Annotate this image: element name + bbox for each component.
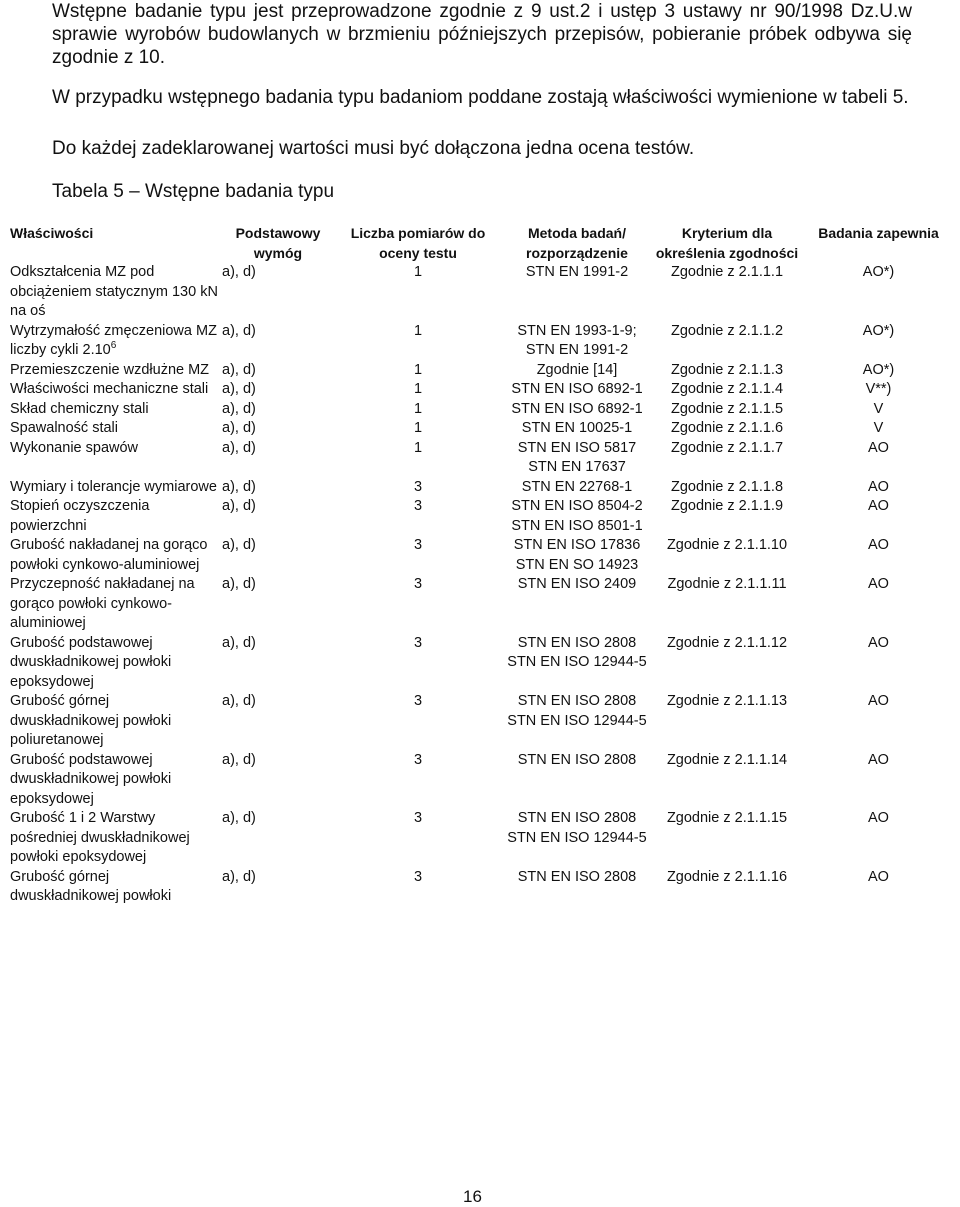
- cell-criterion: Zgodnie z 2.1.1.13: [666, 693, 788, 709]
- cell-requirement: a), d): [222, 478, 256, 495]
- cell-criterion: Zgodnie z 2.1.1.16: [666, 868, 788, 885]
- cell-count: 3: [413, 810, 423, 826]
- table-row: [10, 263, 955, 322]
- cell-evaluation: V: [873, 420, 884, 436]
- table-body: [10, 263, 955, 907]
- cell-criterion: Zgodnie z 2.1.1.14: [666, 751, 788, 768]
- cell-criterion: Zgodnie z 2.1.1.4: [670, 381, 784, 397]
- exponent-superscript: 6: [110, 340, 117, 351]
- intro-paragraph-2: W przypadku wstępnego badania typu badaniom poddane zostają właściwości wymienione w tabeli 5.: [52, 87, 909, 108]
- cell-evaluation: V**): [865, 381, 892, 397]
- cell-criterion: Zgodnie z 2.1.1.11: [667, 576, 787, 592]
- cell-property: Stopień oczyszczenia powierzchni: [10, 498, 150, 534]
- cell-count: 3: [413, 576, 423, 592]
- cell-count: 1: [413, 322, 423, 339]
- header-criterion: Kryterium dla określenia zgodności: [655, 225, 799, 261]
- cell-criterion: Zgodnie z 2.1.1.12: [666, 634, 788, 651]
- header-requirement: Podstawowy wymóg: [235, 225, 321, 261]
- table-row: [10, 322, 955, 361]
- cell-criterion: Zgodnie z 2.1.1.8: [670, 478, 784, 495]
- header-evaluation: Badania zapewnia: [818, 225, 939, 241]
- cell-method: STN EN ISO 2808: [517, 868, 637, 885]
- cell-evaluation: AO: [868, 810, 889, 826]
- intro-paragraph-1: Wstępne badanie typu jest przeprowadzone zgodnie z 9 ust.2 i ustęp 3 ustawy nr 90/1998 Dz.U.w sprawie wyrobów budowlanych w brzmieniu późniejszych przepisów, pobieranie próbek odbywa się zgodnie z 10.: [52, 1, 912, 68]
- cell-requirement: a), d): [222, 751, 256, 768]
- cell-method: STN EN ISO 2808 STN EN ISO 12944-5: [507, 634, 647, 670]
- cell-method: STN EN ISO 2808 STN EN ISO 12944-5: [507, 693, 647, 729]
- table-row: [10, 809, 955, 868]
- cell-requirement: a), d): [222, 868, 256, 885]
- cell-evaluation: AO: [868, 868, 889, 885]
- intro-paragraph-3: Do każdej zadeklarowanej wartości musi być dołączona jedna ocena testów.: [52, 138, 695, 159]
- cell-method: STN EN ISO 6892-1: [511, 381, 643, 397]
- table-row: [10, 497, 955, 536]
- cell-requirement: a), d): [222, 693, 256, 709]
- cell-requirement: a), d): [222, 576, 256, 592]
- cell-criterion: Zgodnie z 2.1.1.5: [670, 400, 784, 417]
- cell-method: STN EN ISO 8504-2 STN EN ISO 8501-1: [511, 498, 643, 534]
- cell-property: Przemieszczenie wzdłużne MZ: [10, 361, 210, 378]
- cell-criterion: Zgodnie z 2.1.1.10: [666, 537, 788, 553]
- cell-evaluation: AO: [868, 751, 889, 768]
- cell-requirement: a), d): [222, 634, 256, 651]
- table-row: [10, 380, 955, 400]
- cell-evaluation: AO: [868, 576, 889, 592]
- cell-requirement: a), d): [222, 361, 256, 378]
- cell-property: Skład chemiczny stali: [10, 400, 149, 417]
- cell-count: 1: [413, 264, 423, 280]
- cell-criterion: Zgodnie z 2.1.1.9: [670, 498, 784, 514]
- header-method: Metoda badań/ rozporządzenie: [526, 225, 628, 261]
- table-header: [10, 224, 955, 263]
- cell-requirement: a), d): [222, 420, 256, 436]
- cell-count: 3: [413, 537, 423, 553]
- table-row: [10, 439, 955, 478]
- cell-requirement: a), d): [222, 498, 256, 514]
- cell-evaluation: AO*): [862, 361, 895, 378]
- cell-criterion: Zgodnie z 2.1.1.6: [670, 420, 784, 436]
- cell-count: 1: [413, 361, 423, 378]
- table-row: [10, 419, 955, 439]
- cell-method: STN EN ISO 6892-1: [511, 400, 643, 417]
- cell-criterion: Zgodnie z 2.1.1.1: [670, 264, 784, 280]
- cell-method: STN EN ISO 5817 STN EN 17637: [517, 439, 637, 475]
- cell-property: Wymiary i tolerancje wymiarowe: [10, 478, 217, 495]
- header-property: Właściwości: [10, 225, 94, 241]
- cell-evaluation: AO: [868, 478, 889, 495]
- cell-requirement: a), d): [222, 810, 256, 826]
- cell-property: Spawalność stali: [10, 420, 118, 436]
- table-row: [10, 400, 955, 420]
- cell-property: Grubość górnej dwuskładnikowej powłoki poliuretanowej: [10, 693, 172, 748]
- table-row: [10, 361, 955, 381]
- cell-property: Grubość górnej dwuskładnikowej powłoki: [10, 868, 172, 904]
- cell-method: STN EN 10025-1: [521, 420, 633, 436]
- cell-count: 3: [413, 868, 423, 885]
- cell-method: STN EN 22768-1: [521, 478, 633, 495]
- cell-count: 3: [413, 634, 423, 651]
- cell-requirement: a), d): [222, 439, 256, 456]
- cell-count: 1: [413, 420, 423, 436]
- cell-requirement: a), d): [222, 381, 256, 397]
- cell-property: Grubość 1 i 2 Warstwy pośredniej dwuskładnikowej powłoki epoksydowej: [10, 810, 190, 865]
- cell-property: Grubość podstawowej dwuskładnikowej powłoki epoksydowej: [10, 751, 172, 807]
- cell-count: 3: [413, 498, 423, 514]
- cell-method: STN EN 1993-1-9; STN EN 1991-2: [517, 322, 637, 358]
- cell-count: 1: [413, 400, 423, 417]
- cell-method: STN EN ISO 2808 STN EN ISO 12944-5: [507, 810, 647, 846]
- table-row: [10, 868, 955, 907]
- cell-method: STN EN ISO 2409: [517, 576, 637, 592]
- table-row: [10, 751, 955, 810]
- header-count: Liczba pomiarów do oceny testu: [350, 225, 486, 261]
- table-row: [10, 692, 955, 751]
- cell-count: 3: [413, 693, 423, 709]
- cell-count: 3: [413, 478, 423, 495]
- cell-evaluation: AO: [868, 634, 889, 651]
- cell-property: [10, 322, 222, 361]
- table-row: [10, 536, 955, 575]
- cell-method: Zgodnie [14]: [536, 361, 618, 378]
- cell-property: Właściwości mechaniczne stali: [10, 381, 209, 397]
- cell-evaluation: AO: [868, 439, 889, 456]
- cell-property: Przyczepność nakładanej na gorąco powłoki cynkowo-aluminiowej: [10, 576, 195, 631]
- cell-method: STN EN ISO 17836 STN EN SO 14923: [513, 537, 641, 573]
- cell-criterion: Zgodnie z 2.1.1.3: [670, 361, 784, 378]
- table-row: [10, 478, 955, 498]
- type-tests-table-container: [10, 224, 955, 907]
- cell-criterion: Zgodnie z 2.1.1.15: [666, 810, 788, 826]
- cell-property: Odkształcenia MZ pod obciążeniem statycznym 130 kN na oś: [10, 264, 218, 319]
- cell-evaluation: AO: [868, 693, 889, 709]
- cell-property: Grubość nakładanej na gorąco powłoki cynkowo-aluminiowej: [10, 537, 208, 573]
- cell-evaluation: V: [873, 400, 884, 417]
- table-row: [10, 575, 955, 634]
- cell-criterion: Zgodnie z 2.1.1.2: [670, 322, 784, 339]
- cell-evaluation: AO*): [862, 264, 895, 280]
- type-tests-table: [10, 224, 955, 907]
- cell-count: 1: [413, 439, 423, 456]
- table-row: [10, 634, 955, 693]
- cell-requirement: a), d): [222, 264, 256, 280]
- cell-requirement: a), d): [222, 400, 256, 417]
- cell-property: Grubość podstawowej dwuskładnikowej powłoki epoksydowej: [10, 634, 172, 690]
- table-header-row: [10, 224, 955, 263]
- cell-evaluation: AO: [868, 498, 889, 514]
- cell-method: STN EN ISO 2808: [517, 751, 637, 768]
- page-number: 16: [463, 1187, 482, 1206]
- cell-property-text: Wytrzymałość zmęczeniowa MZ liczby cykli 2.10: [10, 322, 217, 358]
- cell-requirement: a), d): [222, 537, 256, 553]
- cell-criterion: Zgodnie z 2.1.1.7: [670, 439, 784, 456]
- cell-requirement: a), d): [222, 322, 256, 339]
- cell-property: Wykonanie spawów: [10, 439, 139, 456]
- table-caption: Tabela 5 – Wstępne badania typu: [52, 181, 335, 202]
- cell-method: STN EN 1991-2: [525, 264, 629, 280]
- cell-evaluation: AO: [868, 537, 889, 553]
- cell-count: 1: [413, 381, 423, 397]
- cell-evaluation: AO*): [862, 322, 895, 339]
- cell-count: 3: [413, 751, 423, 768]
